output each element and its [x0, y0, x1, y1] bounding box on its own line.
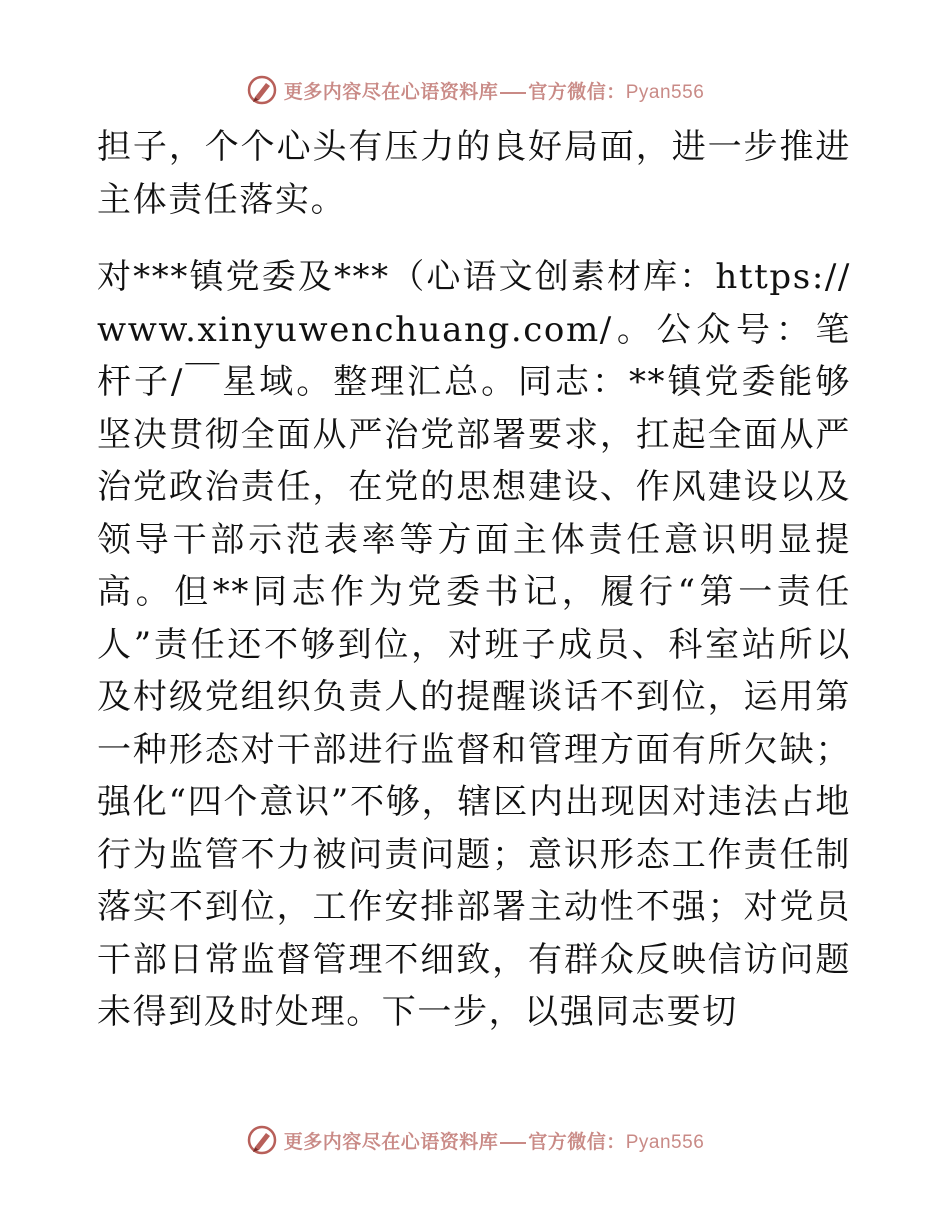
- watermark-library-name: 更多内容尽在心语资料库: [283, 1130, 499, 1153]
- watermark-text: [284, 1127, 705, 1154]
- watermark-wechat-label: 官方微信：: [528, 80, 626, 103]
- header-watermark: [0, 70, 950, 110]
- watermark-wechat-id: Pyan556: [625, 1131, 705, 1153]
- watermark-wechat-id: Pyan556: [625, 81, 705, 103]
- document-body: [97, 121, 851, 1039]
- watermark-dash: [500, 1142, 526, 1144]
- paragraph-1: 担子，个个心头有压力的良好局面，进一步推进主体责任落实。: [97, 127, 851, 220]
- watermark-text: [284, 77, 705, 104]
- watermark-wechat-label: 官方微信：: [528, 1130, 626, 1153]
- footer-watermark: [0, 1120, 950, 1160]
- pen-logo-icon: [246, 1124, 278, 1156]
- watermark-library-name: 更多内容尽在心语资料库: [283, 80, 499, 103]
- pen-logo-icon: [246, 74, 278, 106]
- paragraph-2: 对***镇党委及***（心语文创素材库：https://www.xinyuwenchuang.com/。公众号：笔杆子/￣星域。整理汇总。同志：**镇党委能够坚决贯彻全面从严治党部署要求，扛起全面从严治党政治责任，在党的思想建设、作风建设以及领导干部示范表率等方面主体责任意识明显提高。但**同志作为党委书记，履行“第一责任人”责任还不够到位，对班子成员、科室站所以及村级党组织负责人的提醒谈话不到位，运用第一种形态对干部进行监督和管理方面有所欠缺；强化“四个意识”不够，辖区内出现因对违法占地行为监管不力被问责问题；意识形态工作责任制落实不到位，工作安排部署主动性不强；对党员干部日常监督管理不细致，有群众反映信访问题未得到及时处理。下一步，以强同志要切: [97, 257, 851, 1032]
- watermark-dash: [500, 92, 526, 94]
